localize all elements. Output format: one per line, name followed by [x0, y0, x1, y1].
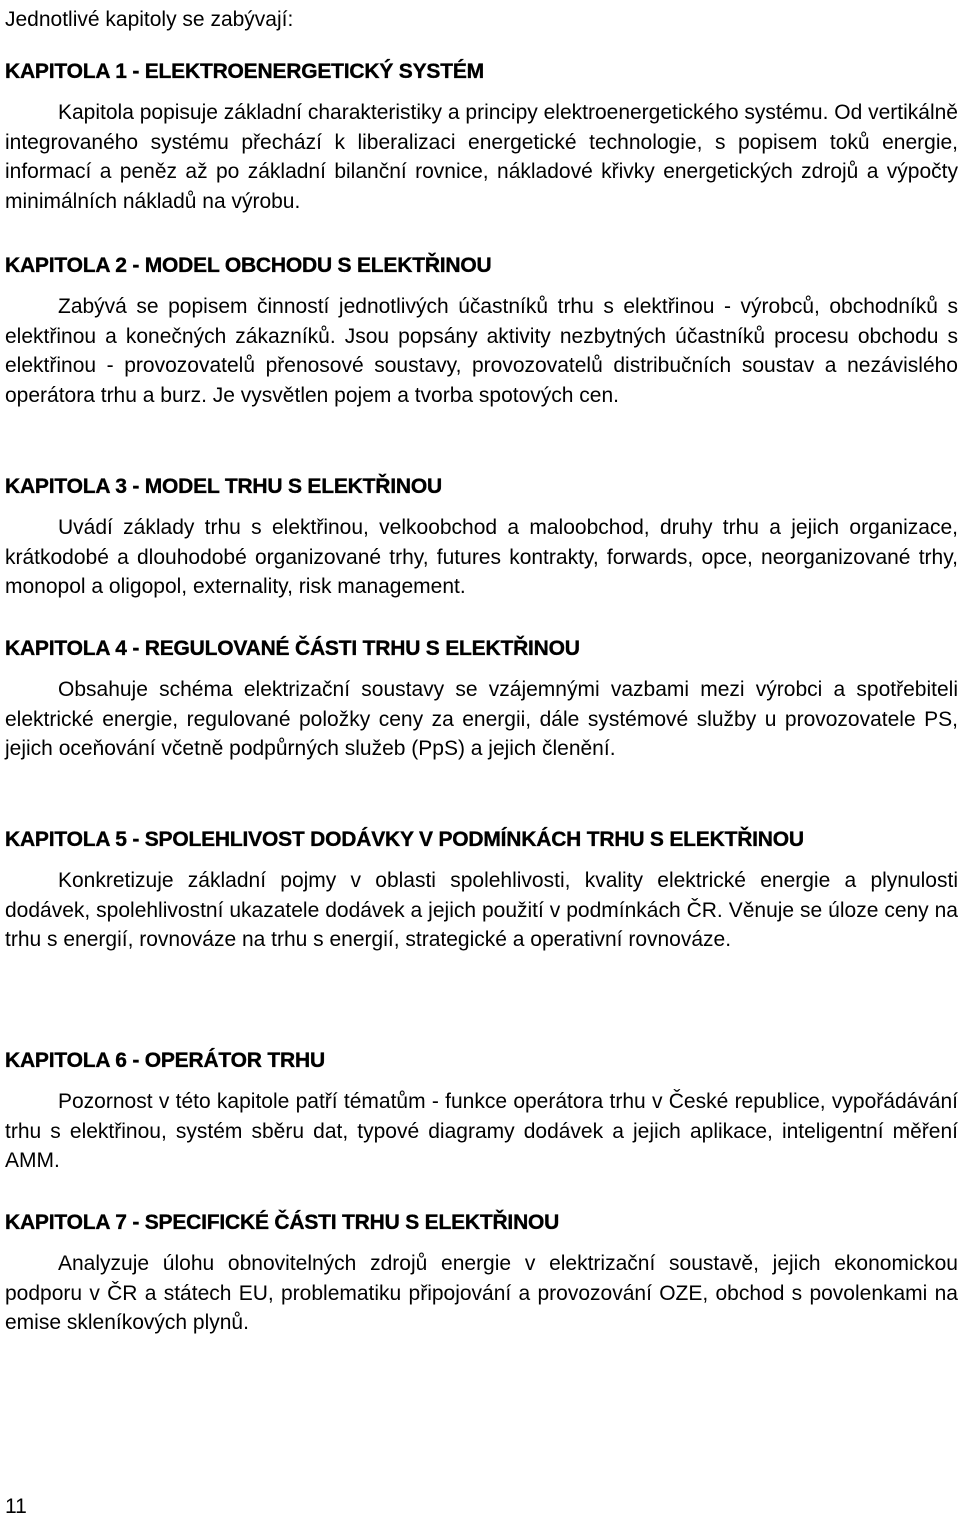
intro-text: Jednotlivé kapitoly se zabývají: [5, 8, 294, 31]
chapter-body: Konkretizuje základní pojmy v oblasti spolehlivosti, kvality elektrické energie a plynulosti dodávek, spolehlivostní ukazatele dodávek a jejich použití v podmínkách ČR. Věnuje se úloze ceny na trhu s energií, rovnováze na trhu s energií, strategické a operativní rovnováze. [5, 869, 958, 951]
chapter-1 [5, 56, 958, 216]
chapter-title: KAPITOLA 3 - MODEL TRHU S ELEKTŘINOU [5, 475, 442, 498]
chapter-4 [5, 633, 958, 764]
chapter-title: KAPITOLA 1 - ELEKTROENERGETICKÝ SYSTÉM [5, 60, 484, 83]
chapter-7 [5, 1207, 958, 1338]
chapter-2 [5, 250, 958, 410]
chapter-title: KAPITOLA 6 - OPERÁTOR TRHU [5, 1049, 325, 1072]
chapter-title: KAPITOLA 7 - SPECIFICKÉ ČÁSTI TRHU S ELEKTŘINOU [5, 1211, 560, 1234]
chapter-body: Analyzuje úlohu obnovitelných zdrojů energie v elektrizační soustavě, jejich ekonomickou podporu v ČR a státech EU, problematiku připojování a provozování OZE, obchod s povolenkami na emise skleníkových plynů. [5, 1252, 958, 1334]
chapter-title: KAPITOLA 5 - SPOLEHLIVOST DODÁVKY V PODMÍNKÁCH TRHU S ELEKTŘINOU [5, 828, 804, 851]
page-number: 11 [5, 1495, 27, 1518]
chapter-body: Obsahuje schéma elektrizační soustavy se vzájemnými vazbami mezi výrobci a spotřebiteli elektrické energie, regulované položky ceny za energii, dále systémové služby u provozovatele PS, jejich oceňování včetně podpůrných služeb (PpS) a jejich členění. [5, 678, 958, 760]
chapter-body: Pozornost v této kapitole patří tématům - funkce operátora trhu v České republice, vypořádávání trhu s elektřinou, systém sběru dat, typové diagramy dodávek a jejich aplikace, inteligentní měření AMM. [5, 1090, 958, 1172]
chapter-3 [5, 471, 958, 602]
chapter-5 [5, 824, 958, 955]
chapter-title: KAPITOLA 2 - MODEL OBCHODU S ELEKTŘINOU [5, 254, 492, 277]
chapter-body: Uvádí základy trhu s elektřinou, velkoobchod a maloobchod, druhy trhu a jejich organizace, krátkodobé a dlouhodobé organizované trhy, futures kontrakty, forwards, opce, neorganizované trhy, monopol a oligopol, externality, risk management. [5, 516, 958, 598]
chapter-body: Kapitola popisuje základní charakteristiky a principy elektroenergetického systému. Od vertikálně integrovaného systému přechází k liberalizaci energetické technologie, s popisem toků energie, informací a peněz až po základní bilanční rovnice, nákladové křivky energetických zdrojů a výpočty minimálních nákladů na výrobu. [5, 101, 958, 213]
chapter-6 [5, 1045, 958, 1176]
chapter-body: Zabývá se popisem činností jednotlivých účastníků trhu s elektřinou - výrobců, obchodníků s elektřinou a konečných zákazníků. Jsou popsány aktivity nezbytných účastníků procesu obchodu s elektřinou - provozovatelů přenosové soustavy, provozovatelů distribučních soustav a nezávislého operátora trhu a burz. Je vysvětlen pojem a tvorba spotových cen. [5, 295, 958, 407]
chapter-title: KAPITOLA 4 - REGULOVANÉ ČÁSTI TRHU S ELEKTŘINOU [5, 637, 580, 660]
